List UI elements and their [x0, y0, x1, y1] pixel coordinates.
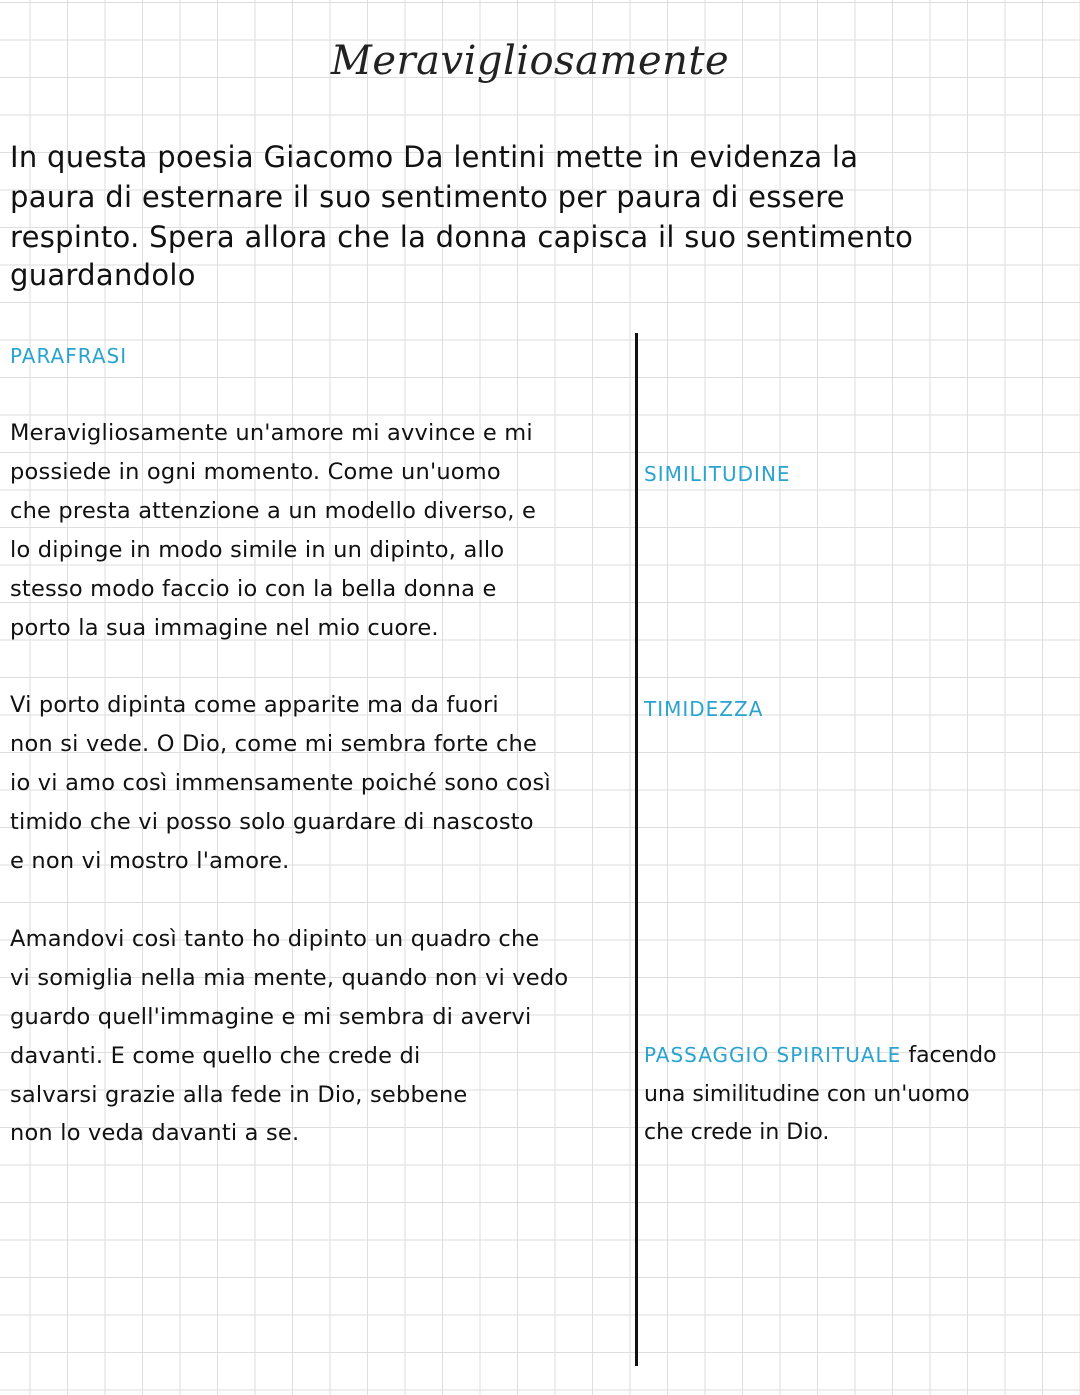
paragraph-3-line: guardo quell'immagine e mi sembra di avervi	[10, 1004, 532, 1030]
note-similitudine: SIMILITUDINE	[644, 462, 791, 486]
paragraph-1-line: possiede in ogni momento. Come un'uomo	[10, 459, 501, 485]
paragraph-1-line: lo dipinge in modo simile in un dipinto, allo	[10, 537, 505, 563]
paragraph-2-line: timido che vi posso solo guardare di nascosto	[10, 809, 534, 835]
note-timidezza: TIMIDEZZA	[644, 697, 764, 721]
page-title: Meravigliosamente	[330, 38, 730, 84]
paragraph-1-line: Meravigliosamente un'amore mi avvince e mi	[10, 420, 533, 446]
paragraph-2-line: Vi porto dipinta come apparite ma da fuori	[10, 692, 499, 718]
parafrasi-heading: PARAFRASI	[10, 344, 128, 368]
note-passaggio-text: facendo	[908, 1043, 997, 1068]
intro-line: paura di esternare il suo sentimento per paura di essere	[10, 180, 845, 214]
note-passaggio	[644, 1043, 997, 1068]
paragraph-1-line: porto la sua immagine nel mio cuore.	[10, 615, 439, 641]
paragraph-3-line: Amandovi così tanto ho dipinto un quadro che	[10, 926, 540, 952]
paragraph-2-line: non si vede. O Dio, come mi sembra forte che	[10, 731, 538, 757]
paragraph-3-line: non lo veda davanti a se.	[10, 1120, 300, 1146]
paragraph-1-line: stesso modo faccio io con la bella donna e	[10, 576, 497, 602]
paragraph-2-line: io vi amo così immensamente poiché sono così	[10, 770, 551, 796]
note-passaggio-line: una similitudine con un'uomo	[644, 1082, 970, 1107]
paragraph-3-line: davanti. E come quello che crede di	[10, 1043, 421, 1069]
paragraph-2-line: e non vi mostro l'amore.	[10, 848, 290, 874]
paragraph-3-line: salvarsi grazie alla fede in Dio, sebbene	[10, 1082, 468, 1108]
intro-line: respinto. Spera allora che la donna capisca il suo sentimento	[10, 220, 914, 254]
note-passaggio-line: che crede in Dio.	[644, 1120, 830, 1145]
intro-line: guardandolo	[10, 258, 196, 292]
column-divider	[635, 333, 638, 1366]
intro-line: In questa poesia Giacomo Da lentini mette in evidenza la	[10, 140, 859, 174]
note-passaggio-label: PASSAGGIO SPIRITUALE	[644, 1043, 902, 1067]
paragraph-3-line: vi somiglia nella mia mente, quando non vi vedo	[10, 965, 569, 991]
paragraph-1-line: che presta attenzione a un modello diverso, e	[10, 498, 537, 524]
